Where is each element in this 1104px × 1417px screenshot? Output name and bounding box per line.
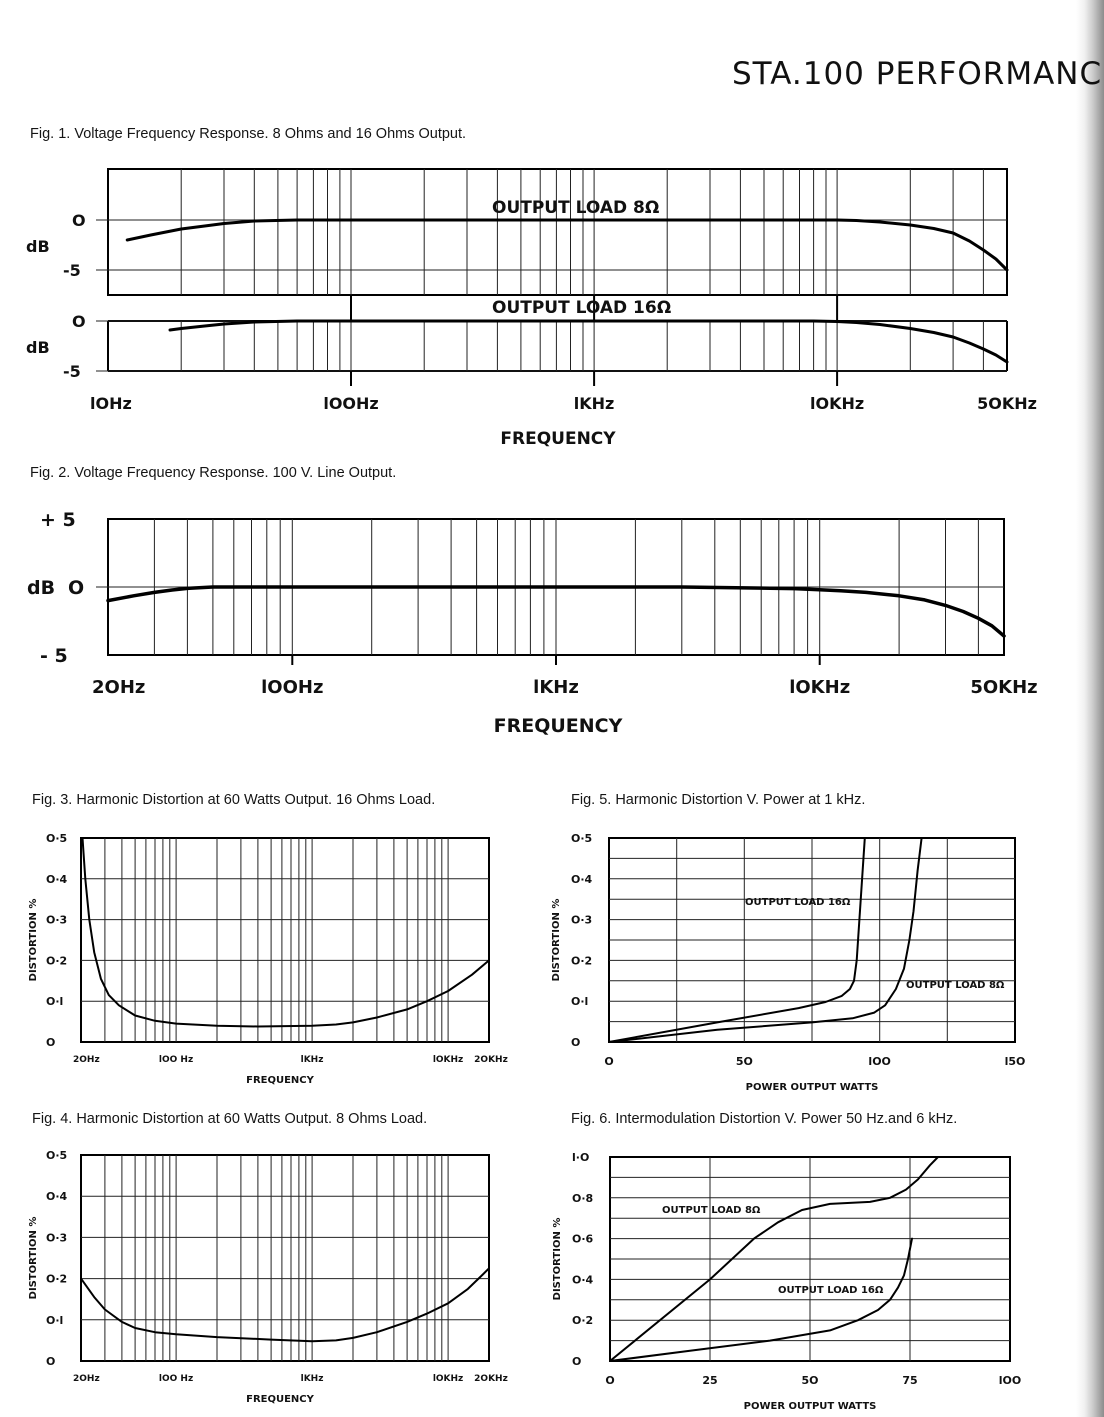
fig5-xtick-0: O — [604, 1055, 614, 1068]
fig5-ytick-4: O·4 — [571, 872, 593, 886]
fig3-xlabel: FREQUENCY — [246, 1075, 314, 1086]
fig1-panel2-ylabel: dB — [26, 338, 50, 357]
fig4-xlabel: FREQUENCY — [246, 1394, 314, 1405]
fig5-xlabel: POWER OUTPUT WATTS — [745, 1082, 879, 1093]
fig1-xtick-1: lOOHz — [323, 394, 379, 413]
fig3-frame — [81, 838, 489, 1042]
fig3-xtick-4: 2OKHz — [474, 1055, 508, 1065]
fig1-frame — [108, 169, 1007, 295]
fig1-panel2-series-0 — [170, 321, 1007, 362]
fig3-ytick-1: O·l — [46, 995, 64, 1009]
fig6-ytick-1: O·2 — [572, 1314, 594, 1328]
fig5-xtick-2: lOO — [868, 1055, 891, 1068]
fig1-panel1-ytick-1: -5 — [63, 261, 81, 280]
fig5-ytick-0: O — [571, 1036, 581, 1049]
fig4-caption: Fig. 4. Harmonic Distortion at 60 Watts Output. 8 Ohms Load. — [32, 1111, 428, 1127]
fig6-xtick-3: 75 — [902, 1374, 918, 1387]
fig2-ylabel: dB — [27, 577, 56, 599]
fig6-ytick-5: l·O — [572, 1151, 590, 1164]
fig2-xtick-2: lKHz — [533, 677, 579, 698]
fig5-series-label-1: OUTPUT LOAD 8Ω — [906, 980, 1005, 991]
fig5-caption: Fig. 5. Harmonic Distortion V. Power at 1 kHz. — [571, 792, 866, 808]
fig3-xtick-3: lOKHz — [432, 1055, 464, 1065]
fig5-ytick-3: O·3 — [571, 913, 593, 927]
fig6-ytick-0: O — [572, 1355, 582, 1368]
fig3-xtick-1: lOO Hz — [158, 1055, 194, 1065]
fig4-xtick-3: lOKHz — [432, 1374, 464, 1384]
fig1-xtick-4: 5OKHz — [977, 394, 1037, 413]
fig5-ytick-1: O·l — [571, 995, 589, 1009]
fig6-xtick-1: 25 — [702, 1374, 718, 1387]
fig2-xtick-4: 5OKHz — [970, 677, 1038, 698]
fig1-panel2-series-label: OUTPUT LOAD 16Ω — [492, 298, 672, 318]
fig4-ytick-0: O — [46, 1355, 56, 1368]
fig6-ylabel: DISTORTION % — [552, 1217, 563, 1301]
fig1-panel1-ytick-0: O — [72, 211, 86, 230]
fig5-ylabel: DISTORTION % — [551, 898, 562, 982]
fig4-xtick-2: lKHz — [300, 1374, 324, 1384]
fig3-ytick-3: O·3 — [46, 913, 68, 927]
fig5-series-label-0: OUTPUT LOAD 16Ω — [745, 897, 851, 908]
fig4-series-0 — [81, 1268, 489, 1341]
fig1-panel2-ytick-1: -5 — [63, 362, 81, 381]
fig3-ylabel: DISTORTION % — [28, 898, 39, 982]
fig4-ytick-3: O·3 — [46, 1231, 68, 1245]
fig3-caption: Fig. 3. Harmonic Distortion at 60 Watts Output. 16 Ohms Load. — [32, 792, 436, 808]
fig2-xtick-3: lOKHz — [789, 677, 851, 698]
fig2-ytick-0: + 5 — [40, 509, 76, 531]
fig3-ytick-0: O — [46, 1036, 56, 1049]
fig5-xtick-3: l5O — [1004, 1055, 1026, 1068]
fig4-ytick-5: O·5 — [46, 1149, 68, 1162]
fig4-ytick-1: O·l — [46, 1313, 64, 1327]
fig6-xlabel: POWER OUTPUT WATTS — [743, 1401, 877, 1412]
fig6-xtick-2: 5O — [801, 1374, 819, 1387]
fig4-xtick-1: lOO Hz — [158, 1374, 194, 1384]
fig3-xtick-0: 2OHz — [73, 1055, 100, 1065]
fig2-caption: Fig. 2. Voltage Frequency Response. 100 V. Line Output. — [30, 465, 397, 481]
fig4-ylabel: DISTORTION % — [28, 1216, 39, 1300]
page-title: STA.100 PERFORMANC — [732, 56, 1103, 92]
fig6-xtick-4: lOO — [998, 1374, 1022, 1387]
fig3-series-0 — [83, 838, 490, 1027]
fig5-xtick-1: 5O — [735, 1055, 753, 1068]
fig6-xtick-0: O — [605, 1374, 615, 1387]
fig6-ytick-2: O·4 — [572, 1273, 594, 1287]
fig4-xtick-4: 2OKHz — [474, 1374, 508, 1384]
fig2-ytick-2: - 5 — [40, 645, 68, 667]
fig6-caption: Fig. 6. Intermodulation Distortion V. Power 50 Hz.and 6 kHz. — [571, 1111, 958, 1127]
fig1-panel1-series-0 — [127, 220, 1007, 270]
fig1-panel1-series-label: OUTPUT LOAD 8Ω — [492, 198, 660, 218]
fig1-xtick-3: lOKHz — [810, 394, 865, 413]
fig6-ytick-4: O·8 — [572, 1191, 594, 1205]
fig6-series-label-0: OUTPUT LOAD 8Ω — [662, 1205, 761, 1216]
fig2-xtick-1: lOOHz — [261, 677, 324, 698]
fig2-ytick-1: O — [68, 577, 85, 599]
fig4-ytick-4: O·4 — [46, 1190, 68, 1204]
fig1-caption: Fig. 1. Voltage Frequency Response. 8 Ohms and 16 Ohms Output. — [30, 126, 467, 142]
fig1-xtick-0: lOHz — [90, 394, 132, 413]
fig2-xlabel: FREQUENCY — [493, 715, 623, 737]
fig1-panel2-frame — [108, 321, 1007, 371]
fig1-panel1-ylabel: dB — [26, 237, 50, 256]
fig3-ytick-2: O·2 — [46, 954, 68, 968]
fig5-ytick-5: O·5 — [571, 832, 593, 845]
fig6-series-label-1: OUTPUT LOAD 16Ω — [778, 1285, 884, 1296]
fig3-ytick-4: O·4 — [46, 872, 68, 886]
fig3-xtick-2: lKHz — [300, 1055, 324, 1065]
fig5-ytick-2: O·2 — [571, 954, 593, 968]
fig4-ytick-2: O·2 — [46, 1272, 68, 1286]
fig3-ytick-5: O·5 — [46, 832, 68, 845]
fig1-xlabel: FREQUENCY — [500, 429, 616, 449]
fig4-xtick-0: 2OHz — [73, 1374, 100, 1384]
fig2-xtick-0: 2OHz — [92, 677, 146, 698]
fig6-ytick-3: O·6 — [572, 1232, 594, 1246]
fig1-panel2-ytick-0: O — [72, 312, 86, 331]
fig1-xtick-2: lKHz — [573, 394, 615, 413]
